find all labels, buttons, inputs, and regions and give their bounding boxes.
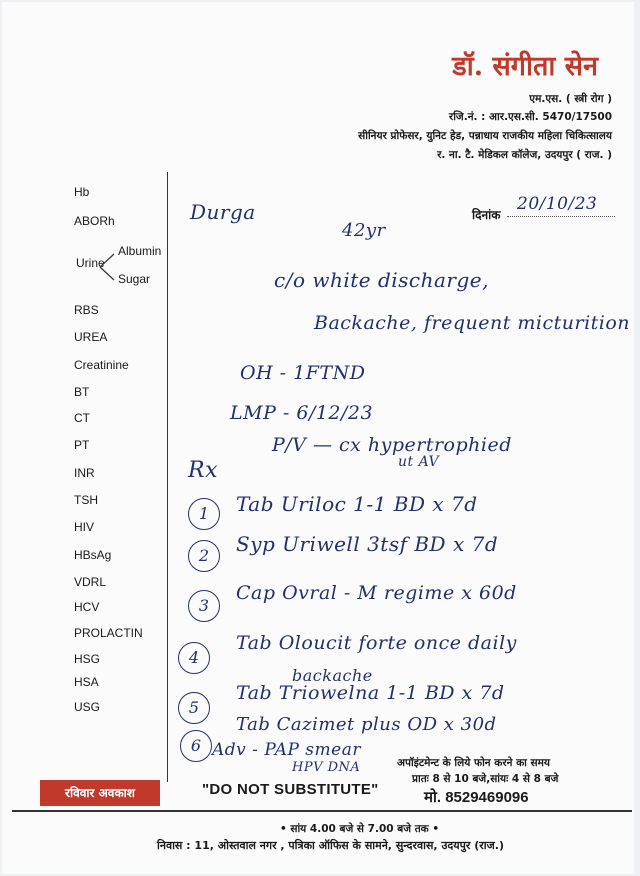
obstetric-history: OH - 1FTND	[240, 362, 366, 384]
date-value: 20/10/23	[517, 194, 598, 214]
do-not-substitute: "DO NOT SUBSTITUTE"	[202, 781, 379, 798]
med-3: Cap Ovral - M regime x 60d	[236, 582, 517, 604]
test-prolactin: PROLACTIN	[74, 626, 143, 640]
med-number-1: 1	[188, 498, 220, 530]
designation: सीनियर प्रोफेसर, युनिट हेड, पन्नाधाय राजकीय महिला चिकित्सालय	[358, 130, 612, 142]
complaint-line-1: c/o white discharge,	[274, 268, 489, 292]
registration-number: रजि.नं. : आर.एस.सी. 5470/17500	[448, 111, 612, 123]
med-6: Tab Cazimet plus OD x 30d	[236, 714, 497, 735]
med-5: Tab Triowelna 1-1 BD x 7d	[236, 682, 505, 704]
patient-name: Durga	[190, 200, 256, 224]
med-number-6: 6	[180, 730, 212, 762]
pv-finding-2: ut AV	[398, 454, 440, 470]
sidebar-divider	[167, 172, 168, 782]
test-hbsag: HBsAg	[74, 548, 112, 562]
test-aborh: ABORh	[74, 214, 115, 228]
prescription-page	[2, 2, 634, 874]
advice-pap-smear: Adv - PAP smear	[212, 740, 361, 760]
test-urine-albumin: Albumin	[118, 244, 162, 258]
college: र. ना. टै. मेडिकल कॉलेज, उदयपुर ( राज. )	[437, 149, 612, 161]
test-vdrl: VDRL	[74, 575, 107, 589]
lmp: LMP - 6/12/23	[230, 402, 374, 424]
complaint-line-2: Backache, frequent micturition	[314, 312, 631, 334]
doctor-name: डॉ. संगीता सेन	[452, 51, 598, 82]
med-1: Tab Uriloc 1-1 BD x 7d	[236, 492, 478, 516]
test-hcv: HCV	[74, 600, 100, 614]
doctor-degree: एम.एस. ( स्त्री रोग )	[529, 93, 612, 105]
test-urea: UREA	[74, 330, 108, 344]
pv-finding: P/V — cx hypertrophied	[272, 434, 512, 456]
test-inr: INR	[74, 466, 95, 480]
med-number-3: 3	[188, 590, 220, 622]
sunday-holiday-badge: रविवार अवकाश	[40, 780, 160, 806]
med-number-5: 5	[178, 692, 210, 724]
med-number-4: 4	[178, 642, 210, 674]
med-4: Tab Oloucit forte once daily	[236, 632, 517, 654]
test-urine-sugar: Sugar	[118, 272, 151, 286]
patient-age: 42yr	[342, 220, 386, 241]
test-pt: PT	[74, 438, 90, 452]
med-4-note: backache	[292, 666, 373, 685]
date-label: दिनांक	[472, 208, 501, 222]
test-creatinine: Creatinine	[74, 358, 129, 372]
test-rbs: RBS	[74, 303, 99, 317]
evening-timings: • सांय 4.00 बजे से 7.00 बजे तक •	[280, 823, 440, 835]
appointment-line-1: अपॉइंटमेन्ट के लिये फोन करने का समय	[397, 757, 551, 769]
rx-symbol: Rx	[188, 458, 218, 483]
med-2: Syp Uriwell 3tsf BD x 7d	[236, 532, 499, 556]
date-underline	[507, 216, 615, 217]
test-hb: Hb	[74, 185, 90, 199]
test-tsh: TSH	[74, 493, 98, 507]
test-hsa: HSA	[74, 675, 99, 689]
mobile-number: मो. 8529469096	[424, 789, 529, 806]
test-hsg: HSG	[74, 652, 101, 666]
test-urine: Urine	[76, 256, 105, 270]
test-bt: BT	[74, 385, 90, 399]
residence-address: निवास : 11, ओस्तवाल नगर , पत्रिका ऑफिस के सामने, सुन्दरवास, उदयपुर (राज.)	[157, 839, 504, 852]
footer-divider	[12, 810, 632, 812]
test-hiv: HIV	[74, 520, 95, 534]
urine-brace	[98, 250, 118, 284]
appointment-line-2: प्रातः 8 से 10 बजे,सांयः 4 से 8 बजे	[412, 773, 559, 785]
test-usg: USG	[74, 700, 101, 714]
test-ct: CT	[74, 411, 90, 425]
advice-hpv-dna: HPV DNA	[292, 760, 361, 775]
med-number-2: 2	[188, 540, 220, 572]
